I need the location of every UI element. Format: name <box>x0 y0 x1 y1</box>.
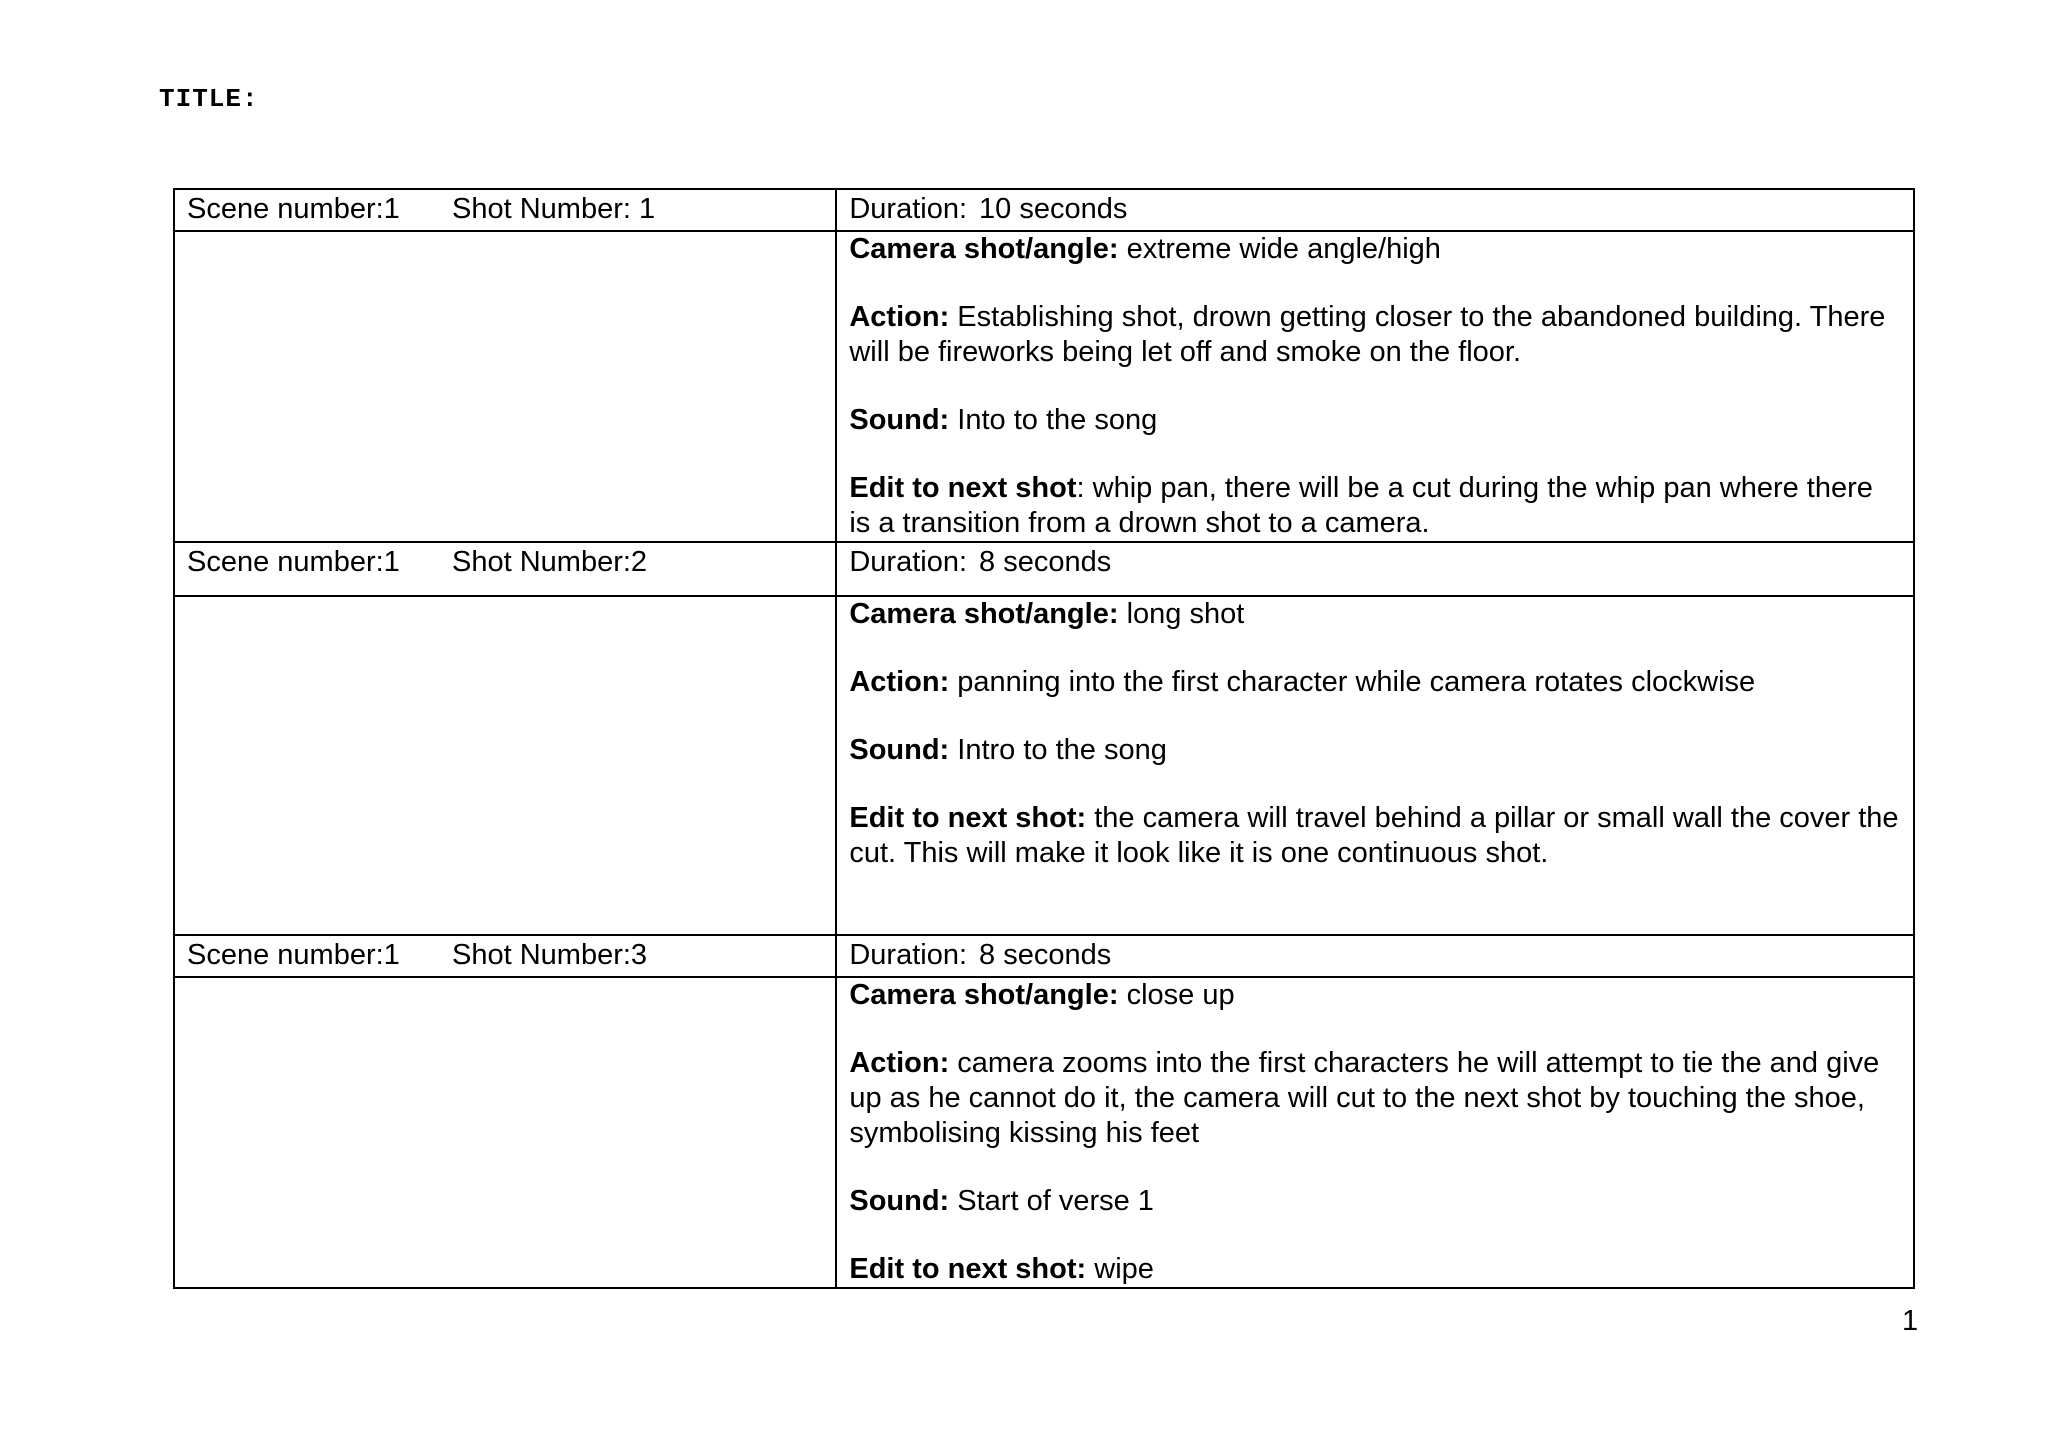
edit-paragraph <box>849 1252 1901 1287</box>
shot-number: Shot Number: 1 <box>452 193 656 225</box>
camera-paragraph <box>849 232 1901 267</box>
sound-paragraph <box>849 733 1901 768</box>
duration-cell <box>836 189 1914 231</box>
camera-text: close up <box>1126 979 1235 1011</box>
action-text: camera zooms into the first characters he will attempt to tie the and give up as he cannot do it, the camera will cut to the next shot by touching the shoe, symbolising kissing his feet <box>849 1047 1880 1149</box>
scene-shot-cell <box>174 935 836 977</box>
action-label: Action: <box>849 1047 950 1079</box>
sound-paragraph <box>849 1184 1901 1219</box>
edit-label: Edit to next shot: <box>849 1253 1087 1285</box>
edit-text: the camera will travel behind a pillar or small wall the cover the cut. This will make it look like it is one continuous shot. <box>849 802 1899 869</box>
shot-details-cell <box>836 596 1914 935</box>
duration-label: Duration: <box>849 193 968 225</box>
shot-body-row <box>174 231 1914 542</box>
camera-label: Camera shot/angle: <box>849 598 1119 630</box>
action-paragraph <box>849 665 1901 700</box>
shot-image-frame <box>174 977 836 1288</box>
camera-paragraph <box>849 978 1901 1013</box>
scene-shot-cell <box>174 542 836 596</box>
shot-header-row <box>174 935 1914 977</box>
camera-label: Camera shot/angle: <box>849 233 1119 265</box>
duration-label: Duration: <box>849 546 968 578</box>
shot-details-cell <box>836 231 1914 542</box>
scene-number: Scene number:1 <box>187 193 400 225</box>
shot-number: Shot Number:3 <box>452 939 648 971</box>
duration-cell <box>836 542 1914 596</box>
action-text: panning into the first character while camera rotates clockwise <box>957 666 1756 698</box>
sound-label: Sound: <box>849 1185 950 1217</box>
shot-image-frame <box>174 231 836 542</box>
action-text: Establishing shot, drown getting closer to the abandoned building. There will be fireworks being let off and smoke on the floor. <box>849 301 1886 368</box>
duration-value: 8 seconds <box>979 939 1112 971</box>
action-paragraph <box>849 1046 1901 1151</box>
edit-text: : whip pan, there will be a cut during the whip pan where there is a transition from a drown shot to a camera. <box>849 472 1873 539</box>
camera-text: long shot <box>1126 598 1245 630</box>
shot-header-row <box>174 542 1914 596</box>
action-label: Action: <box>849 301 950 333</box>
sound-paragraph <box>849 403 1901 438</box>
storyboard-table <box>173 188 1915 1289</box>
scene-number: Scene number:1 <box>187 939 400 971</box>
action-paragraph <box>849 300 1901 370</box>
edit-paragraph <box>849 471 1901 541</box>
shot-details-cell <box>836 977 1914 1288</box>
sound-label: Sound: <box>849 734 950 766</box>
camera-label: Camera shot/angle: <box>849 979 1119 1011</box>
shot-header-row <box>174 189 1914 231</box>
sound-label: Sound: <box>849 404 950 436</box>
shot-body-row <box>174 977 1914 1288</box>
edit-text: wipe <box>1094 1253 1154 1285</box>
edit-label: Edit to next shot <box>849 472 1077 504</box>
sound-text: Intro to the song <box>957 734 1167 766</box>
page-number: 1 <box>1902 1305 1919 1337</box>
sound-text: Into to the song <box>957 404 1158 436</box>
camera-paragraph <box>849 597 1901 632</box>
sound-text: Start of verse 1 <box>957 1185 1154 1217</box>
duration-label: Duration: <box>849 939 968 971</box>
document-title: TITLE: <box>159 84 259 114</box>
scene-number: Scene number:1 <box>187 546 400 578</box>
camera-text: extreme wide angle/high <box>1126 233 1441 265</box>
action-label: Action: <box>849 666 950 698</box>
duration-cell <box>836 935 1914 977</box>
shot-number: Shot Number:2 <box>452 546 648 578</box>
duration-value: 8 seconds <box>979 546 1112 578</box>
shot-image-frame <box>174 596 836 935</box>
edit-label: Edit to next shot: <box>849 802 1087 834</box>
edit-paragraph <box>849 801 1901 871</box>
shot-body-row <box>174 596 1914 935</box>
duration-value: 10 seconds <box>979 193 1128 225</box>
scene-shot-cell <box>174 189 836 231</box>
